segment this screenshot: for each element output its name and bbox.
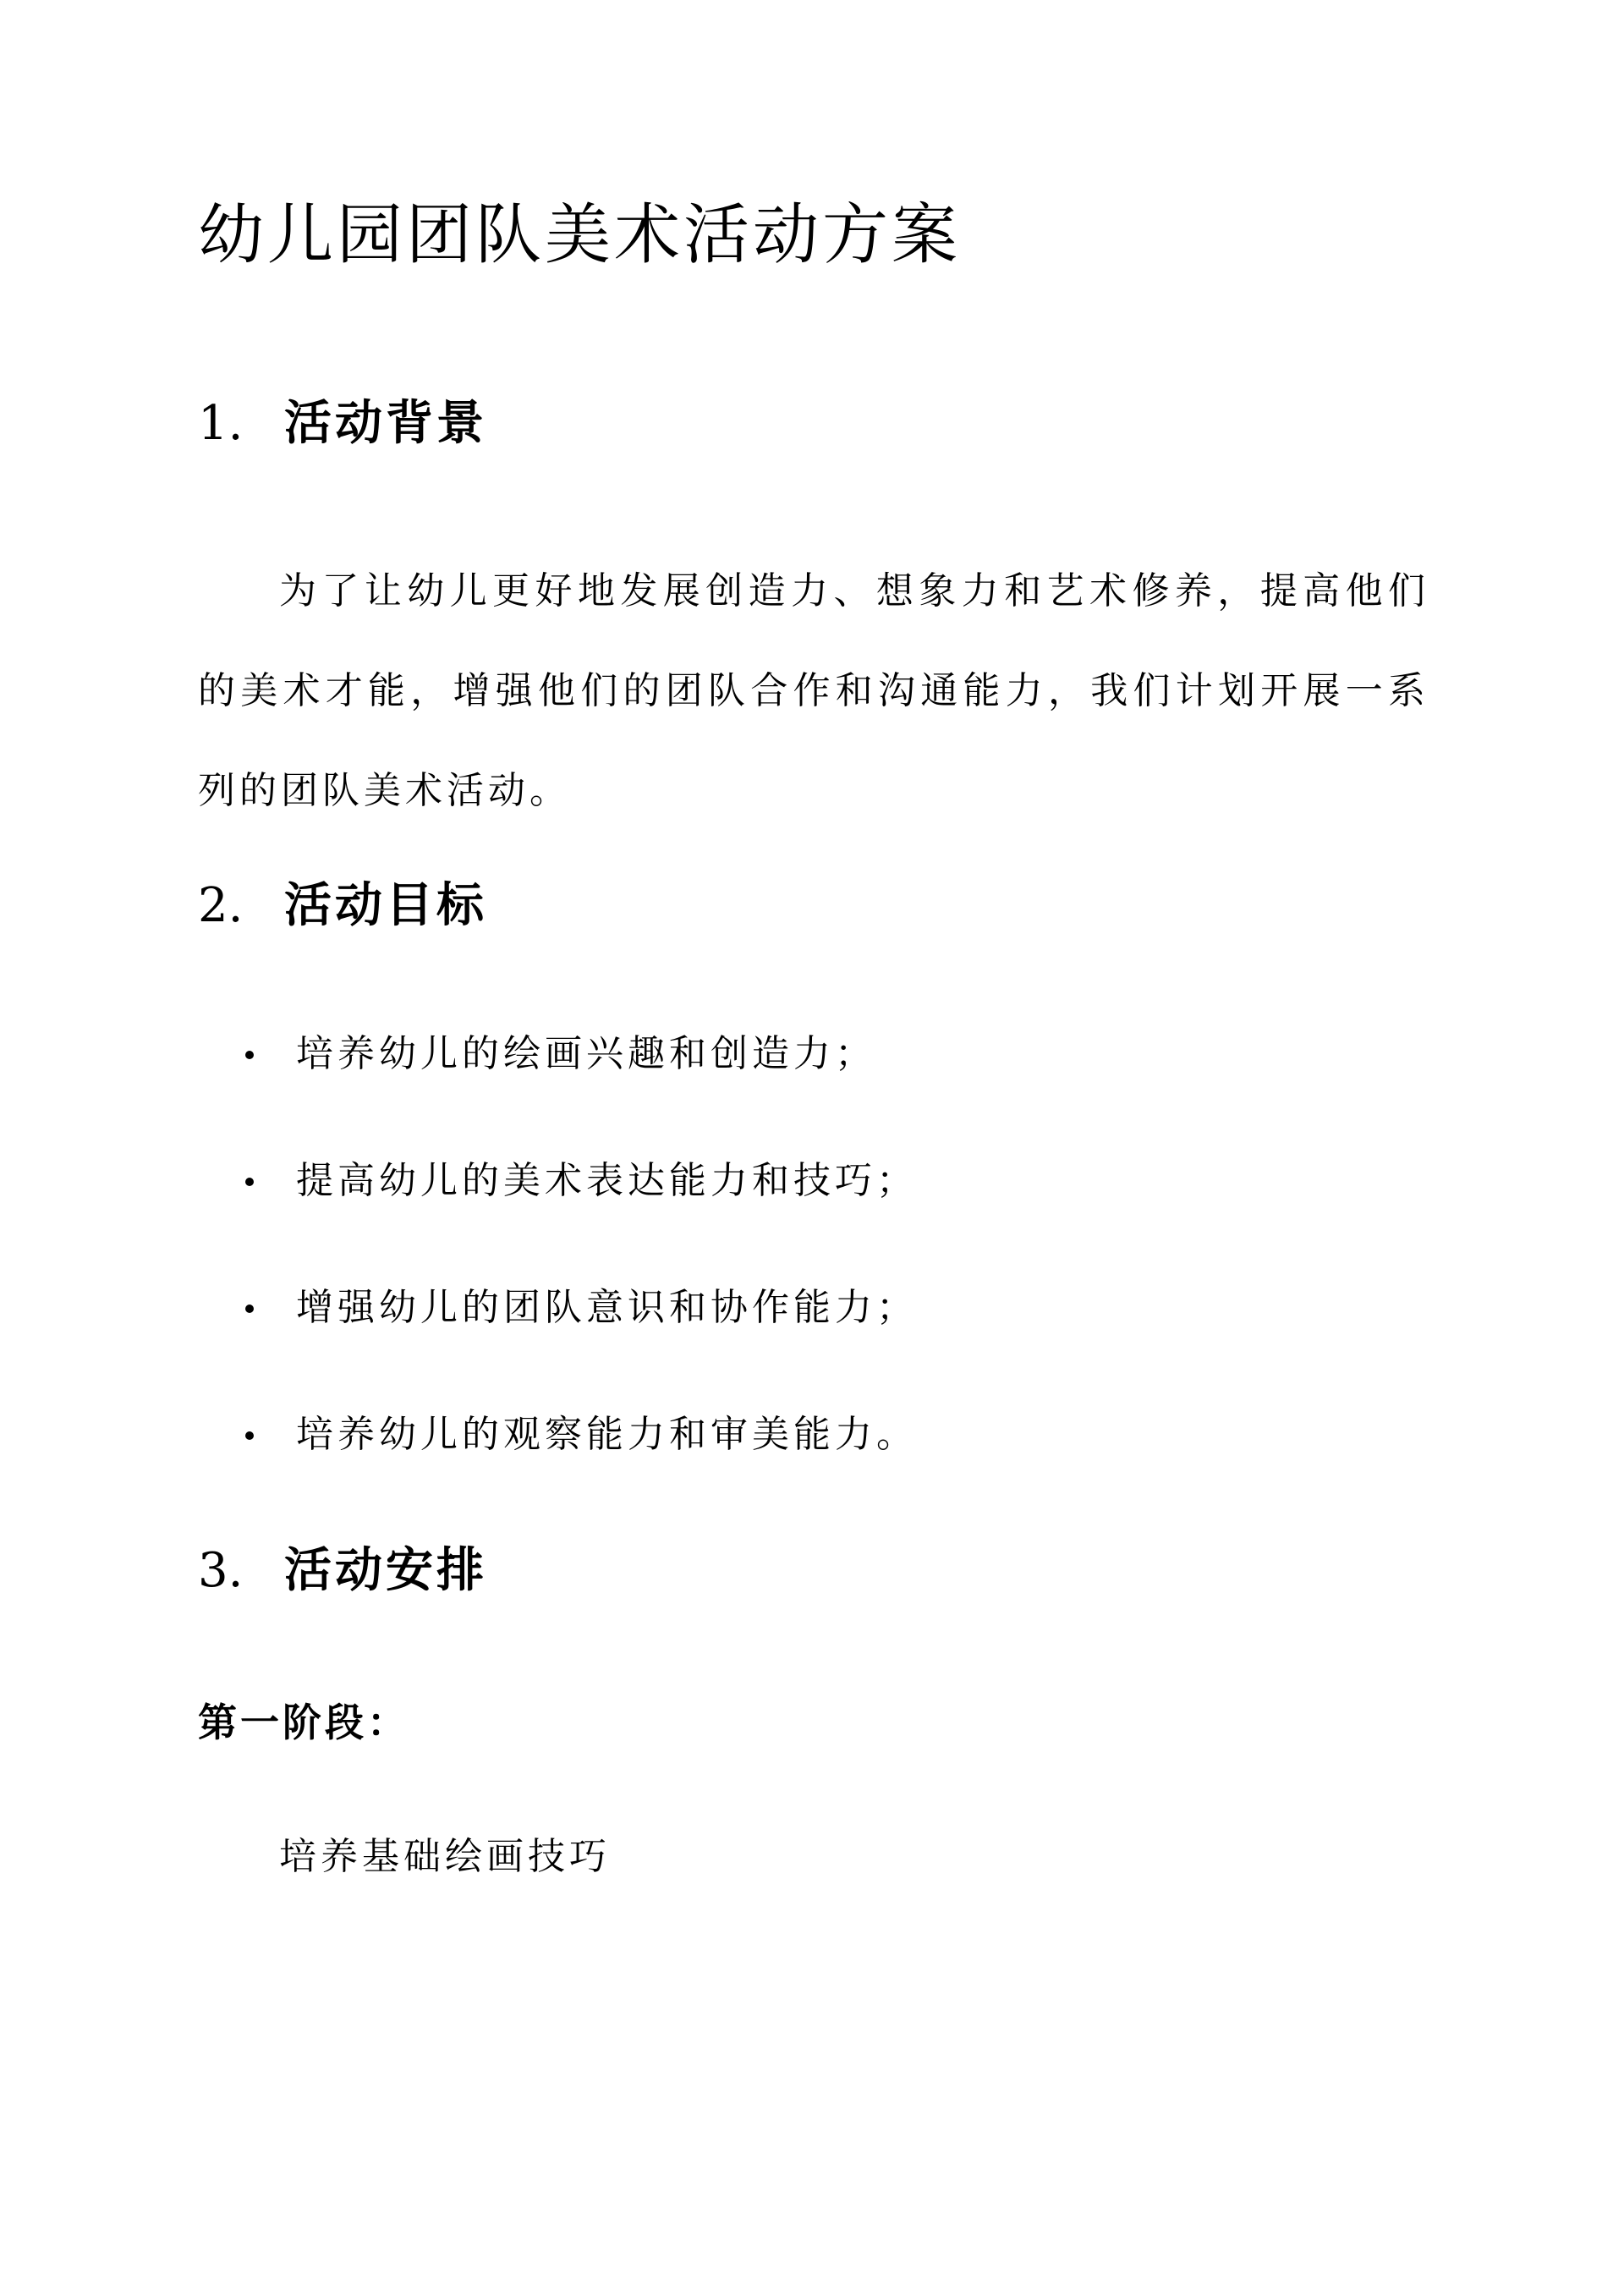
goal-text: 提高幼儿的美术表达能力和技巧；: [296, 1159, 918, 1202]
section-heading-background: [198, 395, 487, 451]
bullet-icon: [245, 1431, 254, 1440]
background-paragraph: 为了让幼儿更好地发展创造力、想象力和艺术修养，提高他们的美术才能，增强他们的团队合作和沟通能力，我们计划开展一系列的团队美术活动。: [198, 569, 1429, 812]
section-number: 3.: [198, 1543, 244, 1598]
stage-one-text: 培养基础绘画技巧: [279, 1835, 611, 1878]
document-title: 幼儿园团队美术活动方案: [198, 197, 962, 273]
goal-text: 增强幼儿的团队意识和协作能力；: [296, 1286, 918, 1329]
stage-one-label: 第一阶段：: [198, 1700, 409, 1745]
list-item: [198, 1024, 918, 1151]
section-heading-text: 活动背景: [284, 395, 487, 451]
goal-text: 培养幼儿的观察能力和审美能力。: [296, 1413, 918, 1456]
list-item: [198, 1404, 918, 1531]
goals-list: [198, 1024, 918, 1531]
goal-text: 培养幼儿的绘画兴趣和创造力；: [296, 1032, 876, 1075]
list-item: [198, 1151, 918, 1277]
section-heading-text: 活动安排: [284, 1542, 487, 1598]
section-number: 1.: [198, 396, 244, 451]
section-heading-goals: [198, 877, 487, 933]
bullet-icon: [245, 1305, 254, 1313]
section-number: 2.: [198, 878, 244, 933]
list-item: [198, 1277, 918, 1404]
bullet-icon: [245, 1178, 254, 1186]
section-heading-text: 活动目标: [284, 877, 487, 933]
section-heading-arrangement: [198, 1542, 487, 1598]
bullet-icon: [245, 1051, 254, 1059]
